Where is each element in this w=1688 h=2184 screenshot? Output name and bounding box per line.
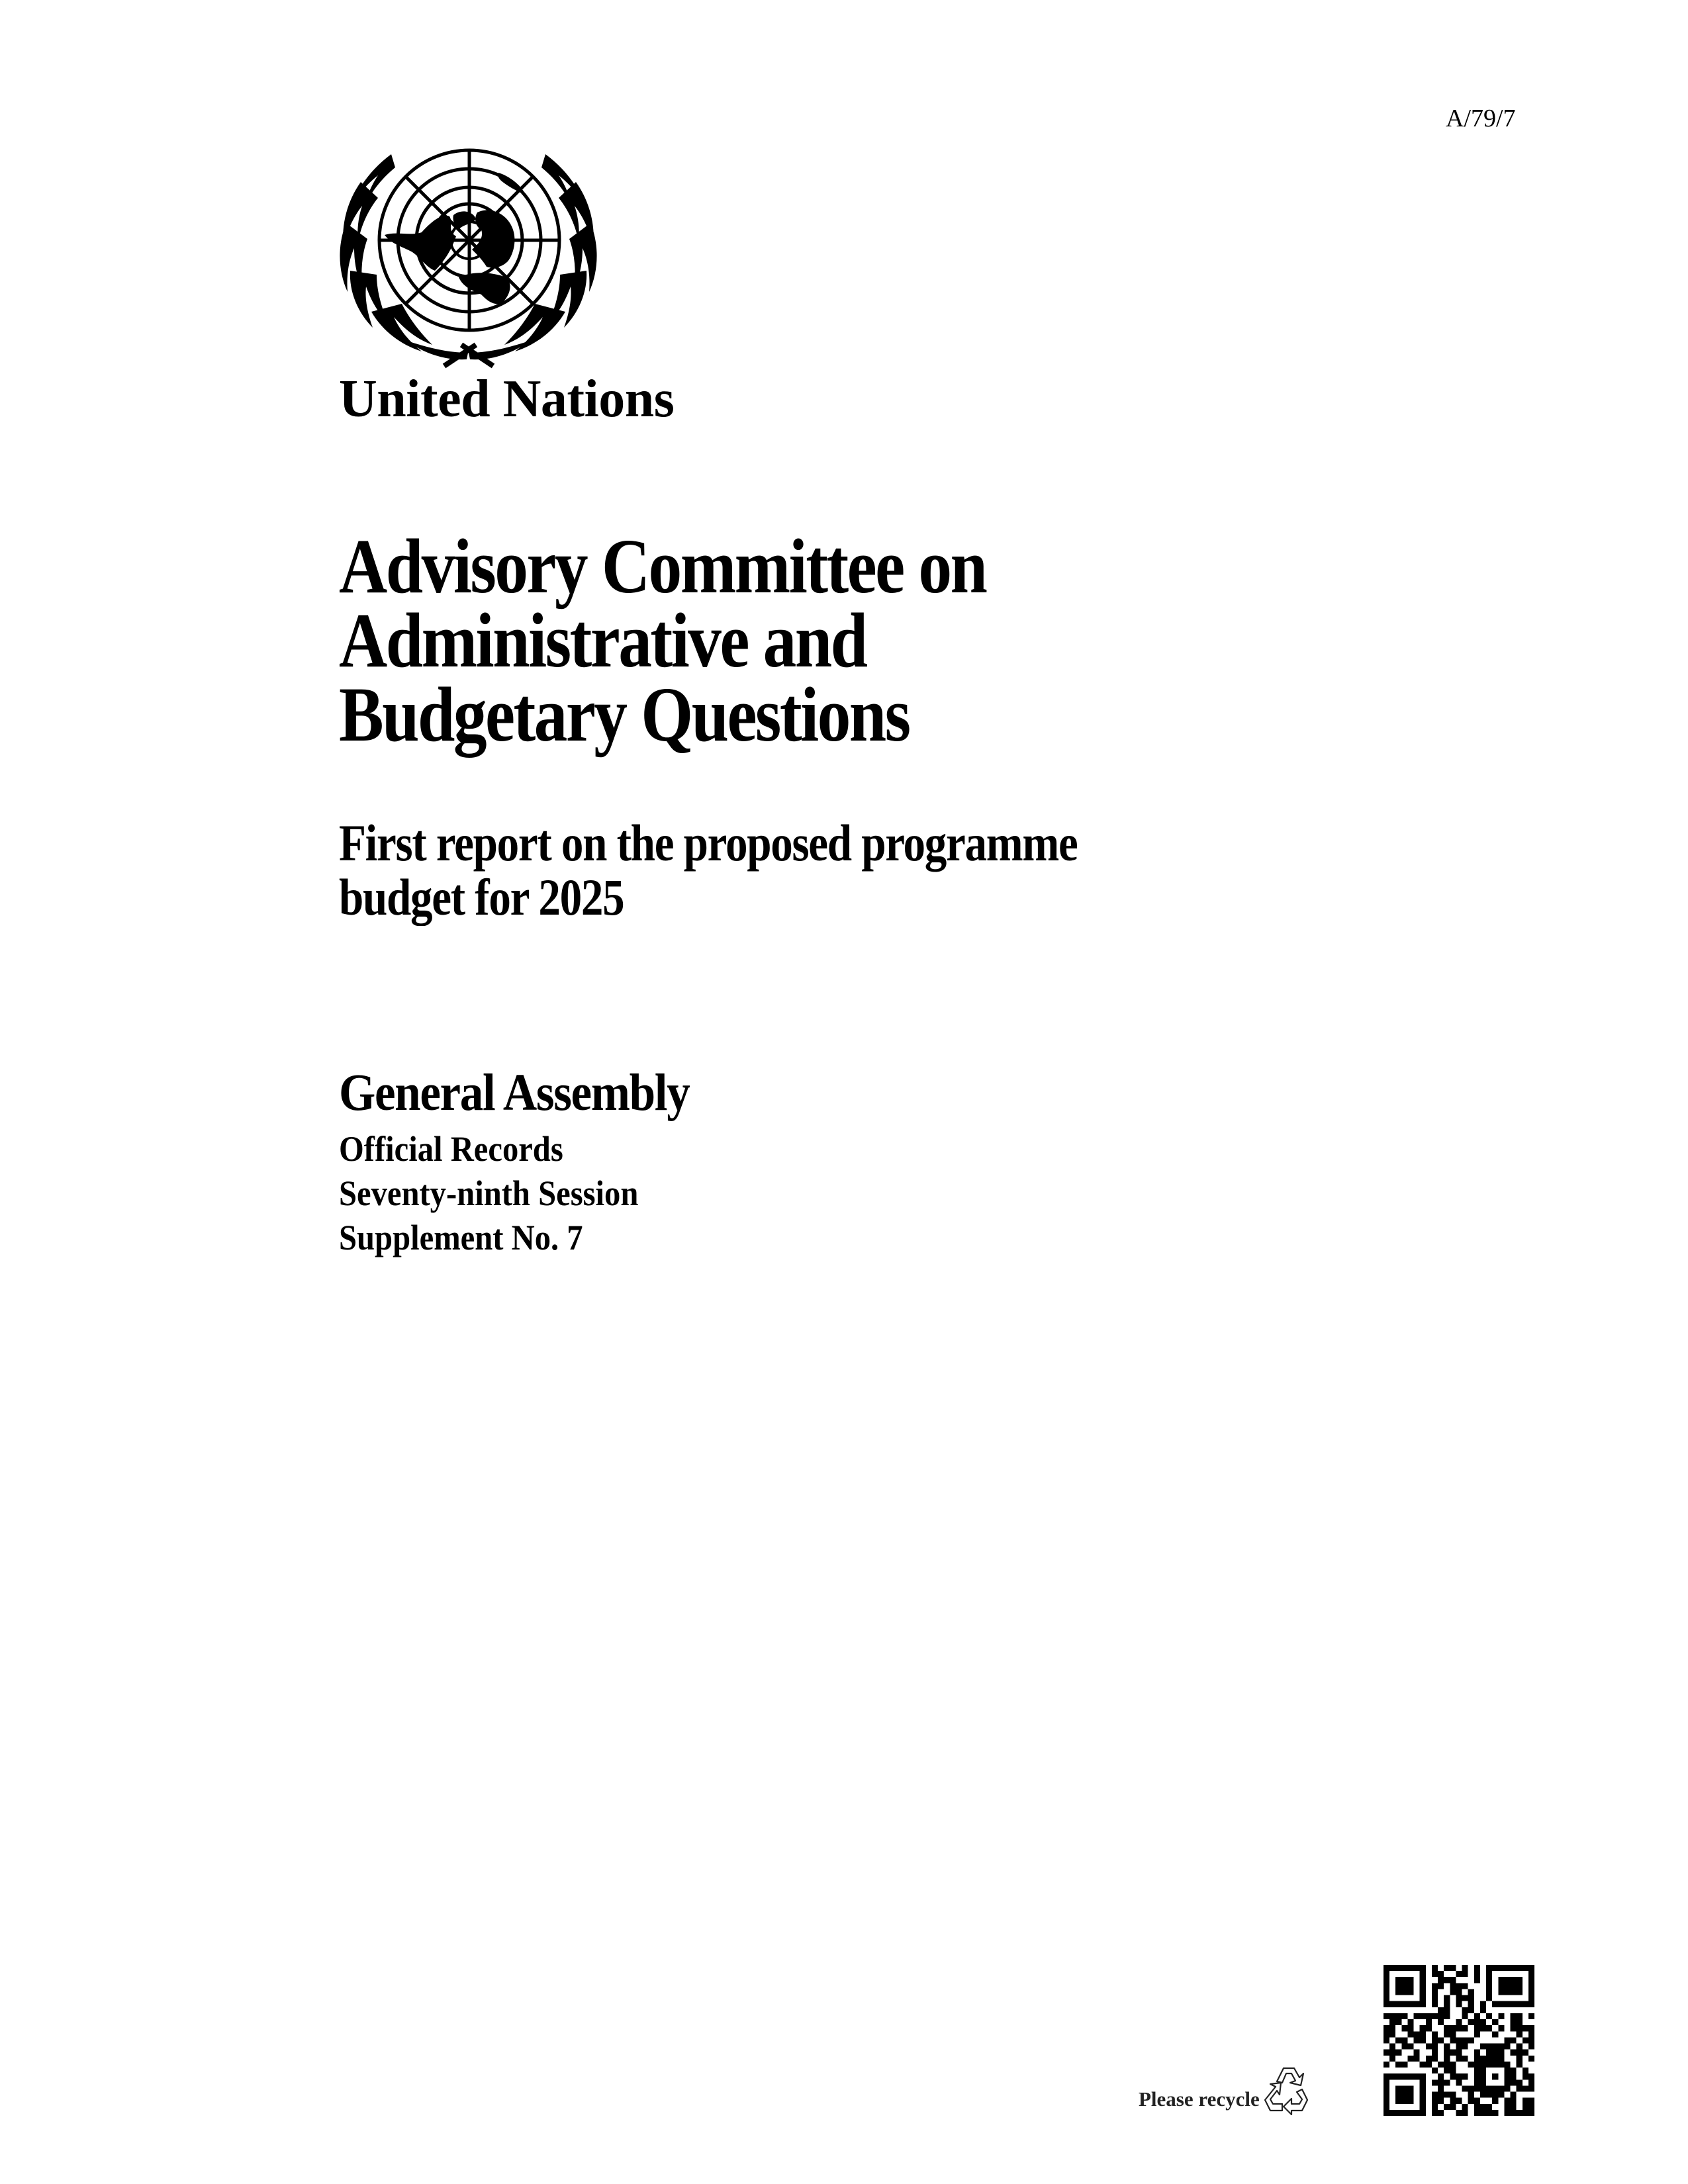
report-title-line: First report on the proposed programme: [339, 814, 1078, 872]
committee-title-line: Budgetary Questions: [339, 671, 910, 758]
committee-title-line: Advisory Committee on: [339, 523, 986, 610]
committee-title: [339, 523, 986, 758]
document-symbol: A/79/7: [1446, 105, 1516, 132]
committee-title-line: Administrative and: [339, 597, 867, 684]
supplement-label: Supplement No. 7: [339, 1218, 583, 1257]
organization-name: United Nations: [339, 370, 675, 428]
report-title: [339, 816, 1077, 925]
assembly-name: General Assembly: [339, 1064, 690, 1122]
qr-code-icon: [1383, 1965, 1534, 2116]
official-records-block: [339, 1127, 638, 1260]
session-label: Seventy-ninth Session: [339, 1173, 639, 1213]
official-records-label: Official Records: [339, 1129, 563, 1169]
un-emblem-icon: [334, 142, 602, 371]
recycle-icon: [1262, 2063, 1310, 2116]
report-title-line: budget for 2025: [339, 868, 624, 926]
recycle-notice: [1139, 2063, 1310, 2116]
recycle-label: Please recycle: [1139, 2087, 1260, 2111]
